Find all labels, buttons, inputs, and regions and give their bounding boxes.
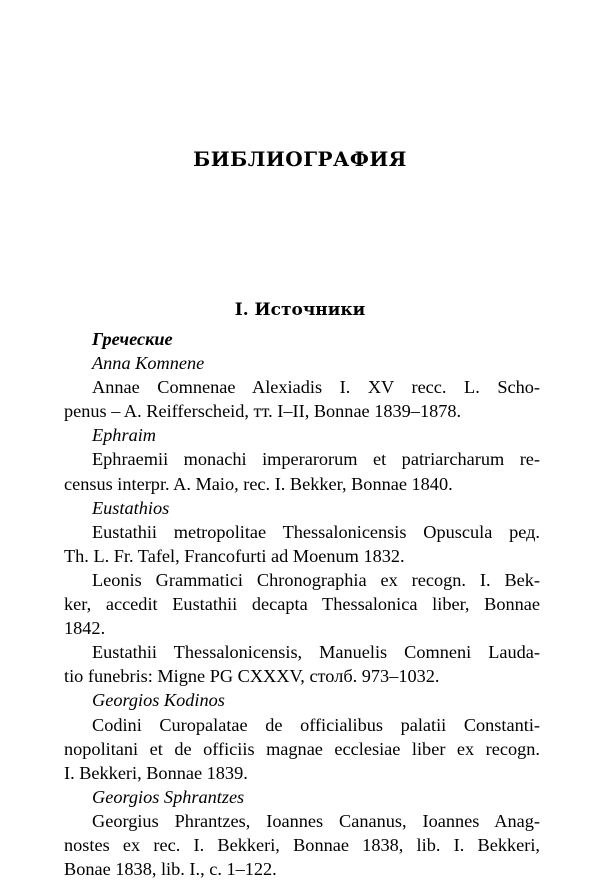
entry-line: nostes ex rec. I. Bekkeri, Bonnae 1838, lib. I. Bekkeri, <box>64 834 540 855</box>
author-heading: Anna Komnene <box>92 353 205 374</box>
bibliography-entry <box>64 568 540 640</box>
entry-line: Georgius Phrantzes, Ioannes Cananus, Ioannes Anag- <box>92 810 540 831</box>
entry-line: penus – A. Reifferscheid, тт. I–II, Bonnae 1839–1878. <box>64 401 462 422</box>
entry-line: nopolitani et de officiis magnae ecclesiae liber ex recogn. <box>64 738 540 759</box>
subsection-heading: Греческие <box>92 329 173 349</box>
entry-line: ker, accedit Eustathii decapta Thessalonica liber, Bonnae <box>64 594 540 615</box>
entry-line: Eustathii metropolitae Thessalonicensis Opuscula ред. <box>92 521 540 542</box>
bibliography-entry <box>64 640 540 688</box>
page-title: БИБЛИОГРАФИЯ <box>193 147 407 171</box>
bibliography-entry <box>64 375 540 423</box>
bibliography-entry <box>64 447 540 495</box>
author-heading: Ephraim <box>92 425 156 446</box>
author-heading: Georgios Kodinos <box>92 690 225 711</box>
bibliography-body <box>64 327 540 881</box>
entry-line: Eustathii Thessalonicensis, Manuelis Comneni Lauda- <box>92 642 540 663</box>
entry-line: Th. L. Fr. Tafel, Francofurti ad Moenum 1832. <box>64 545 405 566</box>
author-heading: Eustathios <box>92 497 170 518</box>
bibliography-entry <box>64 809 540 881</box>
entry-line: census interpr. A. Maio, rec. I. Bekker, Bonnae 1840. <box>64 473 453 494</box>
bibliography-entry <box>64 713 540 785</box>
entry-line: Ephraemii monachi imperarorum et patriarcharum re- <box>92 449 540 470</box>
author-heading: Georgios Sphrantzes <box>92 786 245 807</box>
entry-line: Codini Curopalatae de officialibus palatii Constanti- <box>92 714 540 735</box>
entry-line: Bonae 1838, lib. I., c. 1–122. <box>64 859 277 880</box>
entry-line: Leonis Grammatici Chronographia ex recogn. I. Bek- <box>92 569 540 590</box>
entry-line: Annae Comnenae Alexiadis I. XV recc. L. Scho- <box>92 377 540 398</box>
section-title: I. Источники <box>234 300 366 320</box>
entry-line: tio funebris: Migne PG CXXXV, столб. 973–1032. <box>64 666 440 687</box>
entry-line: 1842. <box>64 618 106 639</box>
entry-line: I. Bekkeri, Bonnae 1839. <box>64 762 248 783</box>
bibliography-entry <box>64 520 540 568</box>
